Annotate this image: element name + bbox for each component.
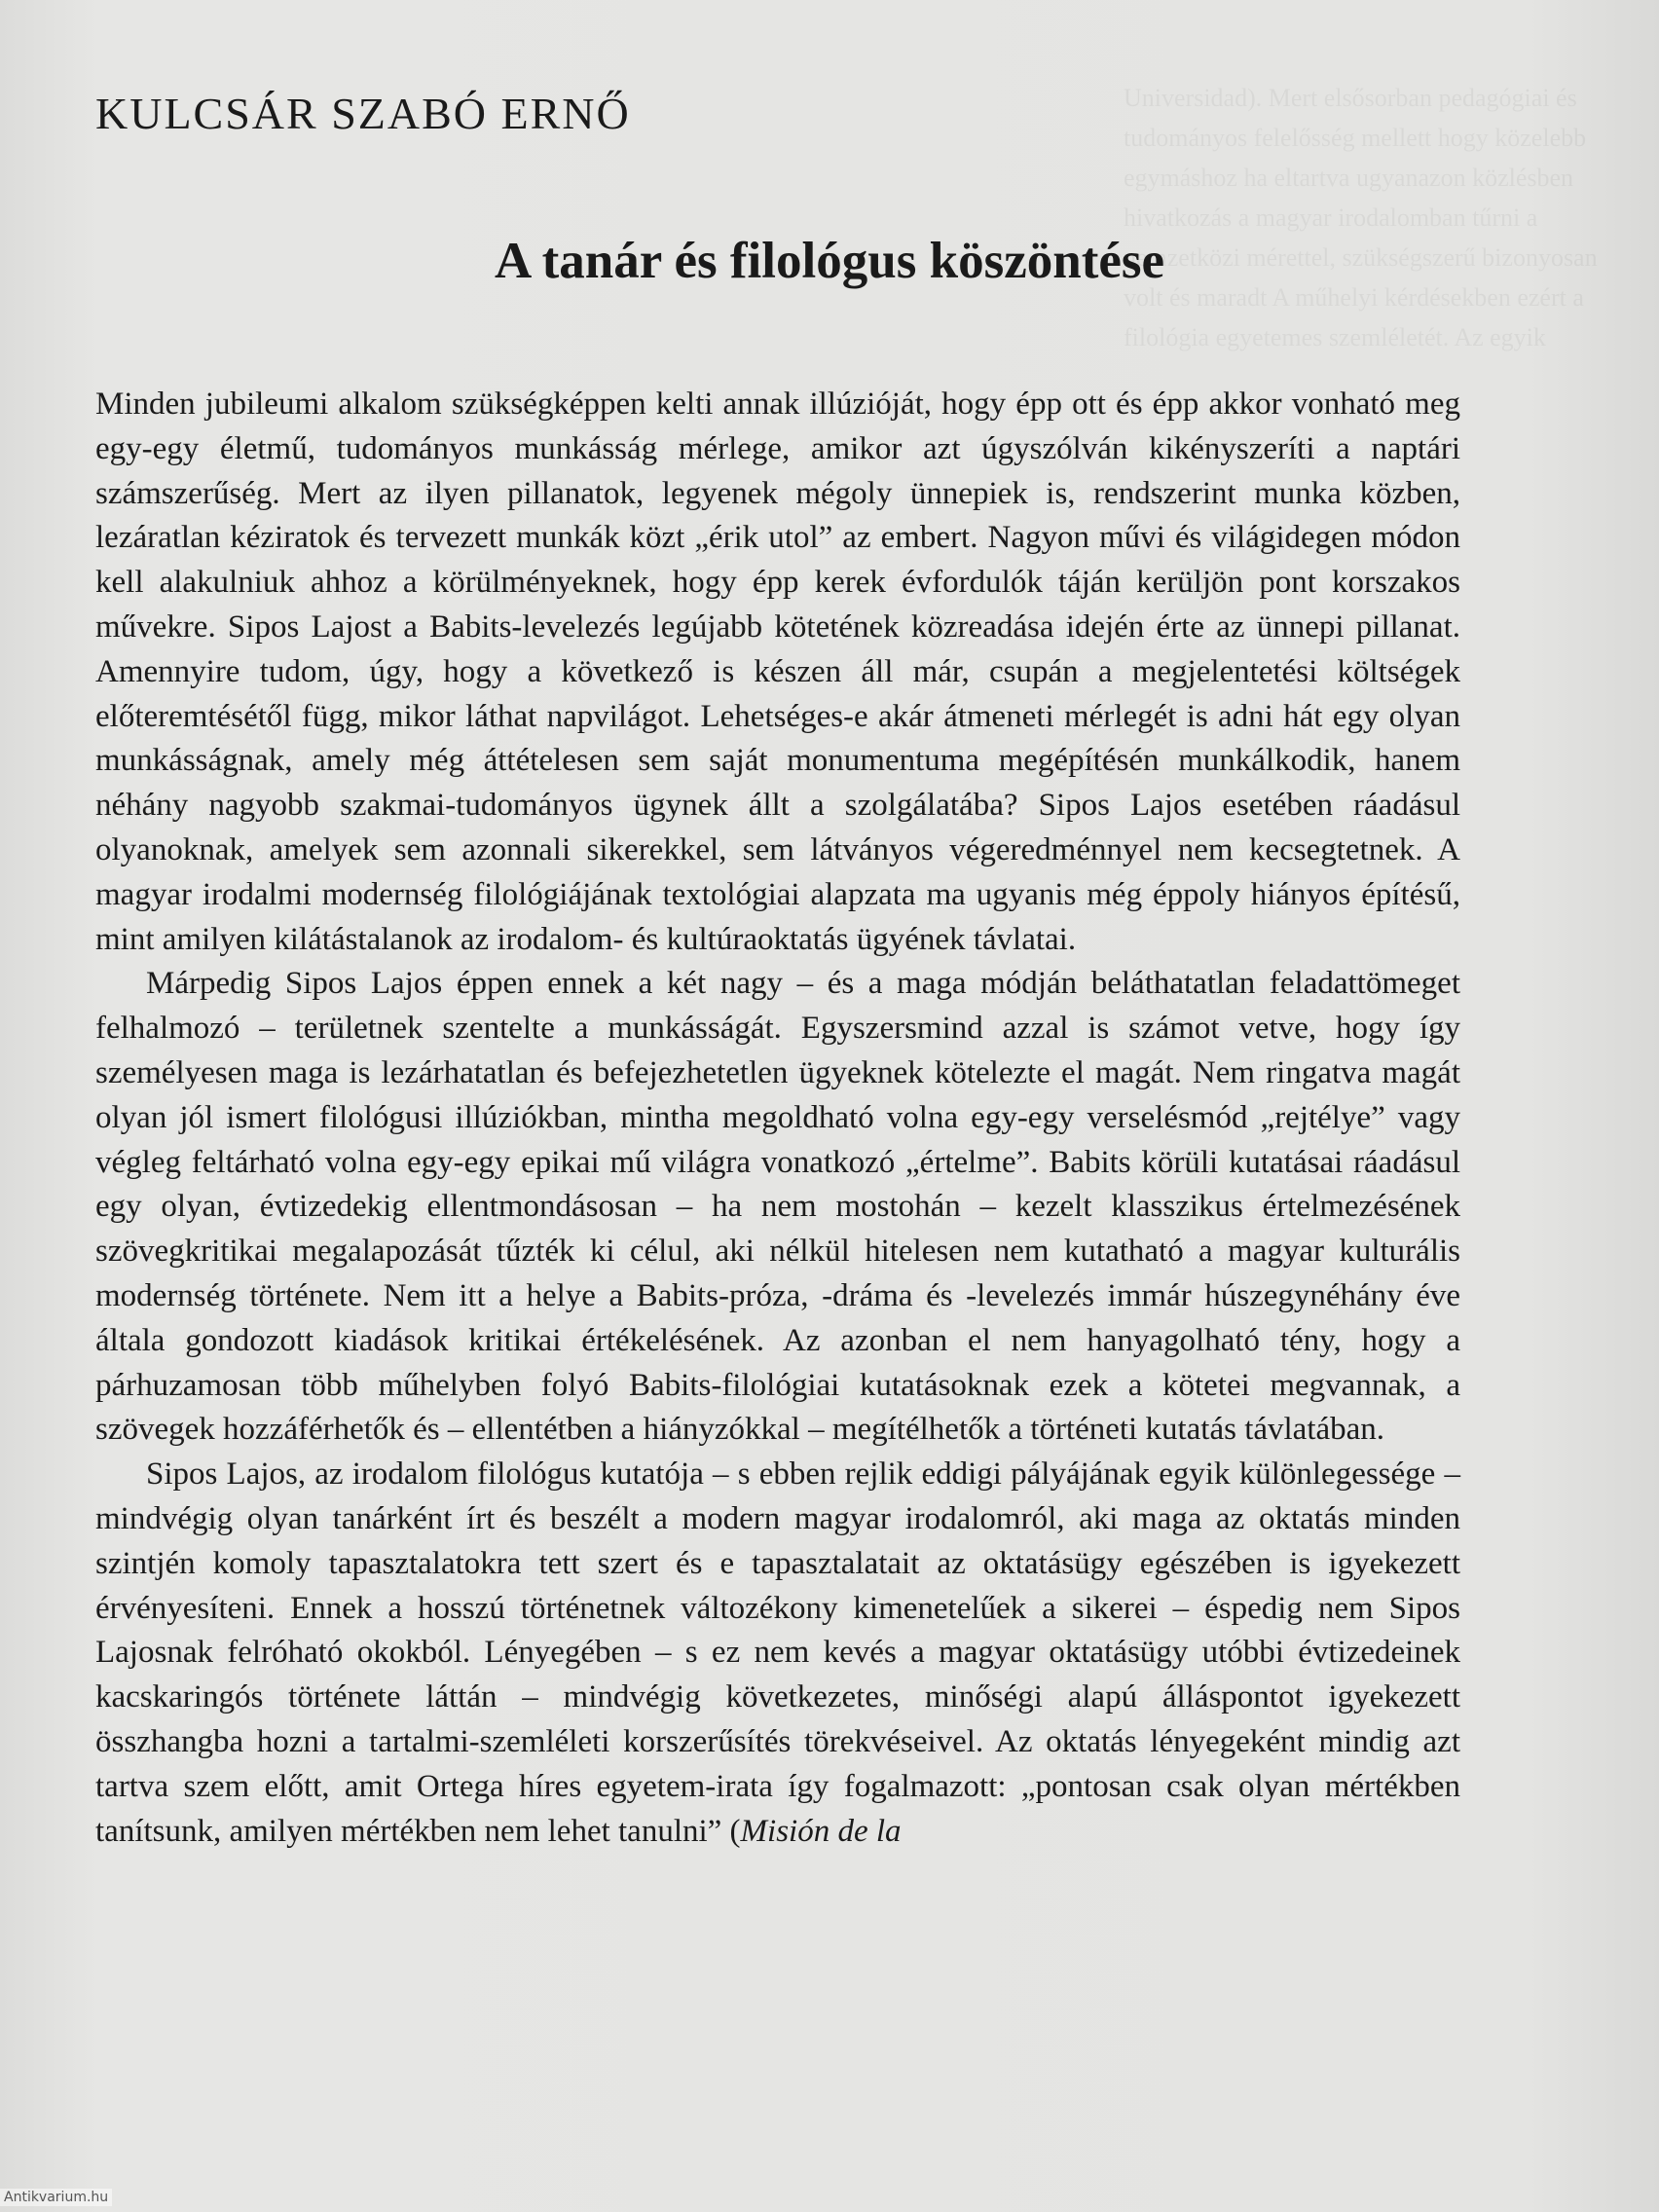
- article-body: [95, 383, 1460, 1854]
- paragraph-3-italic-title: Misión de la: [740, 1813, 902, 1849]
- author-name: KULCSÁR SZABÓ ERNŐ: [95, 89, 631, 138]
- watermark-label: Antikvarium.hu: [0, 2189, 112, 2206]
- bleed-through-text: Universidad). Mert elsősorban pedagógiai és tudományos felelősség mellett hogy közelebb egymáshoz ha eltartva ugyanazon közlésben hivatkozás a magyar irodalomban tűrni a nemzetközi mérettel, szükségszerű bizonyosan volt és maradt A műhelyi kérdésekben ezért a filológia egyetemes szemléletét. Az egyik: [1124, 84, 1598, 351]
- paragraph-2: Márpedig Sipos Lajos éppen ennek a két nagy – és a maga módján beláthatatlan feladattömeget felhalmozó – területnek szentelte a munkásságát. Egyszersmind azzal is számot vetve, hogy így személyesen maga is lezárhatatlan és befejezhetetlen ügyeknek kötelezte el magát. Nem ringatva magát olyan jól ismert filológusi illúziókban, mintha megoldható volna egy-egy verselésmód „rejtélye” vagy végleg feltárható volna egy-egy epikai mű világra vonatkozó „értelme”. Babits körüli kutatásai ráadásul egy olyan, évtizedekig ellentmondásosan – ha nem mostohán – kezelt klasszikus értelmezésének szövegkritikai megalapozását tűzték ki célul, aki nélkül hitelesen nem kutatható a magyar kulturális modernség története. Nem itt a helye a Babits-próza, -dráma és -levelezés immár húszegynéhány éve általa gondozott kiadások kritikai értékelésének. Az azonban el nem hanyagolható tény, hogy a párhuzamosan több műhelyben folyó Babits-filológiai kutatásoknak ezek a kötetei megvannak, a szövegek hozzáférhetők és – ellentétben a hiányzókkal – megítélhetők a történeti kutatás távlatában.: [95, 966, 1460, 1448]
- paragraph-3: [95, 1453, 1460, 1854]
- paragraph-3-text: Sipos Lajos, az irodalom filológus kutatója – s ebben rejlik eddigi pályájának egyik különlegessége – mindvégig olyan tanárként írt és beszélt a modern magyar irodalomról, aki maga az oktatás minden szintjén komoly tapasztalatokra tett szert és e tapasztalatait az oktatásügy egészében is igyekezett érvényesíteni. Ennek a hosszú történetnek változékony kimenetelűek a sikerei – éspedig nem Sipos Lajosnak felróható okokból. Lényegében – s ez nem kevés a magyar oktatásügy utóbbi évtizedeinek kacskaringós története láttán – mindvégig következetes, minőségi alapú álláspontot igyekezett összhangba hozni a tartalmi-szemléleti korszerűsítés törekvéseivel. Az oktatás lényegeként mindig azt tartva szem előtt, amit Ortega híres egyetem-irata így fogalmazott: „pontosan csak olyan mértékben tanítsunk, amilyen mértékben nem lehet tanulni” (: [95, 1456, 1460, 1849]
- paragraph-1: Minden jubileumi alkalom szükségképpen kelti annak illúzióját, hogy épp ott és épp akkor vonható meg egy-egy életmű, tudományos munkásság mérlege, amikor azt úgyszólván kikényszeríti a naptári számszerűség. Mert az ilyen pillanatok, legyenek mégoly ünnepiek is, rendszerint munka közben, lezáratlan kéziratok és tervezett munkák közt „érik utol” az embert. Nagyon művi és világidegen módon kell alakulniuk ahhoz a körülményeknek, hogy épp kerek évfordulók táján kerüljön pont korszakos művekre. Sipos Lajost a Babits-levelezés legújabb kötetének közreadása idején érte az ünnepi pillanat. Amennyire tudom, úgy, hogy a következő is készen áll már, csupán a megjelentetési költségek előteremtésétől függ, mikor láthat napvilágot. Lehetséges-e akár átmeneti mérlegét is adni hát egy olyan munkásságnak, amely még áttételesen sem saját monumentuma megépítésén munkálkodik, hanem néhány nagyobb szakmai-tudományos ügynek állt a szolgálatába? Sipos Lajos esetében ráadásul olyanoknak, amelyek sem azonnali sikerekkel, sem látványos végeredménnyel nem kecsegtetnek. A magyar irodalmi modernség filológiájának textológiai alapzata ma ugyanis még éppoly hiányos építésű, mint amilyen kilátástalanok az irodalom- és kultúraoktatás ügyének távlatai.: [95, 387, 1460, 957]
- article-title: A tanár és filológus köszöntése: [494, 233, 1165, 289]
